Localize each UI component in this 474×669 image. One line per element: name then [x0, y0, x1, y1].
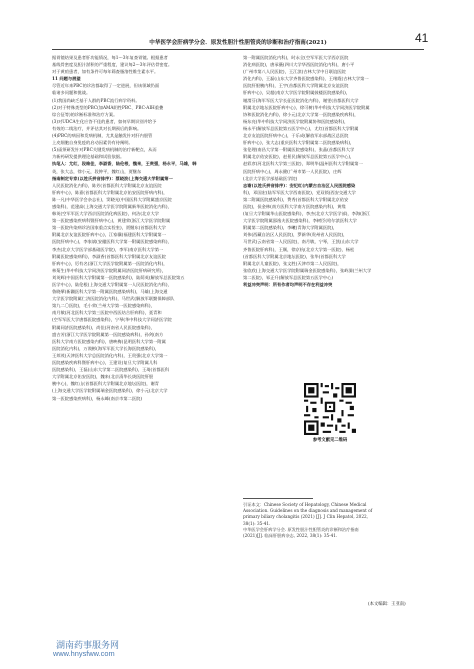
- body-text-line: (首都医科大学附属北京地坛医院)，张华(首都医科大学: [243, 254, 346, 260]
- body-text-line: 医学中心)，陆伦根(上海交通大学附属第一人民医院消化内科)，: [52, 283, 172, 288]
- body-text-line: 综合征等)的诊断标准和治疗方案。: [52, 112, 118, 118]
- body-text-line: (4)PBC的病因和发病机制，尤其是触发针对肝内胆管: [52, 134, 153, 140]
- body-text-line: 大学附属北京佑安医院)，魏来(北京清华长庚医院肝胆: [52, 375, 154, 381]
- page-number: 41: [415, 31, 429, 45]
- body-text-line: 对于黄疸患者，如有条件可每年筛查脂溶性维生素水平。: [52, 70, 159, 76]
- body-text-line: 医院)，侯金林(南方医科大学南方医院感染内科)，黄缘: [243, 204, 346, 210]
- body-text-line: 附属北京佑安医院)，赵景民(解放军总医院第五医学中心)，: [243, 155, 355, 161]
- body-text-line: 医院肝病中心)，李家斌(安徽医科大学第一附属医院感染病科)，: [52, 240, 172, 246]
- body-text-line: (5)亟须研发针对PBC关键发病机制的治疗新靶点，从而: [52, 148, 157, 154]
- body-text-line: (上海交通大学医学院附属瑞金医院感染科)，徐小元(北京大学: [52, 389, 168, 395]
- citation-line: 38(1): 35-41.: [243, 520, 271, 526]
- body-text-line: 刘伟(西藏自治区人民医院)，罗新华(贵州省人民医院)，: [243, 233, 348, 239]
- body-text-line: (2)对于特殊类型的PBC(如AMA阴性PBC、PBC-AIH重叠: [52, 105, 164, 111]
- body-text-line: 第一医院感染疾病科暨肝病中心)，黄建荣(浙江大学医学院附属: [52, 219, 171, 225]
- body-text-line: 林菊生(华中科技大学同济医学院附属同济医院肝病研究所)，: [52, 268, 166, 274]
- running-header: 中华医学会肝病学分会．原发性胆汁性胆管炎的诊断和治疗指南(2021): [149, 40, 327, 46]
- body-text-line: 执笔人：尤红，段维佳，李淑香，陆伦根，魏来，王贵强，杨永平，马雄，韩: [52, 162, 197, 168]
- body-text-line: 消化内科)，王磊(山东大学齐鲁医院感染科)，王绪霞(吉林大学第一: [243, 77, 369, 83]
- body-text-line: 盛吉芳(浙江大学医学院附属第一医院感染病科)，孙剑(南方: [52, 332, 164, 338]
- body-text-line: 大学医学院附属仁济医院消化内科)，马世武(解放军联勤保障部队: [52, 297, 175, 303]
- body-text-line: 感染科)，范建高(上海交通大学医学院附属新华医院消化内科)，: [52, 204, 172, 210]
- body-text-line: 附属北京地坛医院肝病中心)，徐可树(华中科技大学同济医学院附属: [243, 105, 370, 111]
- body-text-line: 志谢(以姓氏拼音排序)：安纪红(内蒙古自治区人民医院感染: [243, 183, 356, 189]
- body-text-line: 11 问题与展望: [52, 77, 81, 83]
- body-text-line: 大学医学院附属邵逸夫医院感染科)，李树臣(哈尔滨医科大学: [243, 219, 357, 225]
- body-text-line: (广州市第八人民医院)，王江滨(吉林大学中日联谊医院: [243, 70, 346, 76]
- body-text-line: 指南制定专家(以姓氏拼音排序)：蔡晓波(上海交通大学附属第一: [52, 176, 173, 182]
- qr-caption: 参考文献见二维码: [312, 438, 348, 443]
- body-text-line: 杨永平(解放军总医院第五医学中心)，尤红(首都医科大学附属: [243, 126, 359, 132]
- watermark-name: 湖南药事服务网: [56, 640, 120, 650]
- body-text-line: 附属第二医院感染科)，李曦(青海大学附属医院)，: [243, 226, 338, 232]
- citation-block: [243, 502, 424, 539]
- body-text-line: 南月敏(河北医科大学第三医院中西医结合肝病科)，聂青和: [52, 311, 162, 317]
- body-text-line: 上皮细胞自身免疫的启动因素仍有待阐明。: [52, 141, 133, 147]
- body-text-line: 韩英(空军军医大学西京医院消化病医院)，何洁(北京大学: [52, 212, 159, 218]
- body-text-line: 齐鲁医院肝病科)，王顺，徐京杭(北京大学第一医院)，杨松: [243, 247, 355, 253]
- body-text-line: 协和医院消化内科)，徐小元(北京大学第一医院感染疾病科)，: [243, 112, 359, 118]
- citation-line: 中华医学会肝病学分会. 原发性胆汁性胆管炎的诊断和治疗指南: [243, 526, 359, 532]
- body-text-line: 据胃镜结果及患者肝功能情况，每1～3年复查胃镜。根据患者: [52, 56, 168, 61]
- body-text-line: 利益冲突声明：所有作者均声明不存在利益冲突: [243, 283, 333, 288]
- citation-line: Association. Guidelines on the diagnosis and management of: [243, 508, 373, 514]
- body-text-line: 附属医院感染病科)，李淑香(首都医科大学附属北京友谊医院: [52, 254, 166, 260]
- body-text-line: 医科大学南方医院感染内科)，唐映梅(昆明医科大学第一附属: [52, 339, 166, 345]
- left-column: [52, 55, 230, 403]
- body-text-line: 医院肝胆胰内科)，王宇(首都医科大学附属北京友谊医院: [243, 84, 349, 90]
- reference-divider: [243, 498, 313, 499]
- body-text-line: 科)，邓国宏(陆军军医大学西南医院)，党双锁(西安交通大学: [243, 190, 356, 196]
- body-text-line: 李杰(北京大学医学部基础医学院)，李军(南京医科大学第一: [52, 247, 164, 253]
- body-text-line: 肝病中心)，吴超(南京大学医学院附属鼓楼医院感染科)，: [243, 91, 350, 97]
- body-text-line: 鲁晓擘(新疆医科大学第一附属医院感染病科)，马雄(上海交通: [52, 290, 168, 296]
- body-text-line: 王邦茂(天津医科大学总医院消化内科)，王贵强(北京大学第一: [52, 353, 168, 359]
- body-text-line: 第一附属医院消化内科)，时永全(空军军医大学西京医院: [243, 56, 349, 61]
- header-rule: [52, 49, 424, 50]
- body-text-line: 第二医院)，邹正升(解放军总医院第五医学中心): [243, 275, 333, 281]
- body-text-line: 英，张大志，徐小元，段钟平，魏红山，贾继东: [52, 169, 142, 175]
- body-text-line: 消化病医院)，唐承薇(四川大学华西医院消化内科)，唐小平: [243, 63, 355, 69]
- body-text-line: 张伦理(南昌大学第一附属医院感染科)，张晶(首都医科大学: [243, 148, 355, 154]
- body-text-line: 谢渭芬(海军军医大学长征医院消化内科)，谢雯(首都医科大学: [243, 98, 359, 104]
- body-text-line: 肝病中心)，陈嘉(首都医科大学附属北京佑安医院肝病内科)，: [52, 190, 168, 196]
- body-text-line: 肝病中心)，厉有名(浙江大学医学院附属第一医院消化内科)，: [52, 261, 168, 267]
- watermark-url[interactable]: www.hnysfww.com: [53, 649, 115, 658]
- body-text-line: (北京大学医学部基础医学院): [243, 176, 298, 182]
- body-text-line: 北京友谊医院肝病中心)，于乐成(解放军东部战区总医院: [243, 134, 349, 140]
- body-text-line: 刘英辉(中国医科大学附属第一医院感染科)，陆荫英(解放军总医院第五: [52, 275, 185, 281]
- body-text-line: 赵彩彦(河北医科大学第三医院)，郑明华(温州医科大学附属第一: [243, 162, 363, 168]
- body-text-line: (3)对UDCA生化应答不佳的患者，如何早期识别并给予: [52, 119, 157, 125]
- body-text-line: 医院感染科)，王磊(山东大学第二医院感染科)，王琦(首都医科: [52, 368, 170, 374]
- body-text-line: 陈一凡(中华医学会杂志社)，窦晓光(中国医科大学附属盛京医院: [52, 197, 172, 203]
- qr-code[interactable]: [304, 383, 356, 435]
- body-text-line: 基线骨密度及胆汁淤积的严重程度，建议每2～3年评估骨密度。: [52, 63, 173, 69]
- body-text-line: 第一医院传染病诊治国家重点实验室)，贾继东(首都医科大学: [52, 226, 166, 232]
- body-text-line: 杨东亮(华中科技大学同济医学院附属协和医院感染科)，: [243, 119, 349, 125]
- body-text-line: (复旦大学附属华山医院感染科)，李杰(北京大学医学部)，李海(浙江: [243, 212, 371, 218]
- body-text-line: 医院感染疾病科暨肝病中心)，王建设(复旦大学附属儿科: [52, 361, 158, 367]
- body-text-line: 肝病中心)，张大志(重庆医科大学附属第二医院感染病科)，: [243, 141, 355, 147]
- citation-line: (2021)[J]. 临床肝胆病杂志, 2022, 38(1): 35-41.: [243, 533, 338, 539]
- editor-note: (本文编辑：王亚南): [368, 602, 406, 607]
- qr-code-icon: [304, 383, 356, 435]
- body-text-line: 张欣欣(上海交通大学医学院附属瑞金医院感染科)，张岭漪(兰州大学: [243, 268, 372, 274]
- body-text-line: 为新药研发提供理论基础和试验依据。: [52, 155, 125, 161]
- body-text-line: 第一医院感染疾病科)，杨永峰(南京市第二医院): [52, 396, 142, 402]
- body-text-line: 马世武(云南省第一人民医院)，南月敏，宁琴，王凯(山东大学: [243, 240, 359, 246]
- body-text-line: 附属北京儿童医院)，张文胜(天津市第二人民医院)，: [243, 261, 342, 267]
- body-text-line: 临诸多问题和挑战。: [52, 91, 91, 97]
- citation-line: primary biliary cholangitis (2021) [J]. J Clin Hepatol, 2022,: [243, 514, 368, 520]
- body-text-line: 人民医院消化内科)，陈芳(首都医科大学附属北京友谊医院: [52, 183, 162, 189]
- body-text-line: 第二附属医院感染科)，费秀(首都医科大学附属北京佑安: [243, 197, 349, 203]
- body-text-line: 有效的二线治疗，并评估其对长期预后的影响。: [52, 126, 142, 132]
- body-text-line: 医院消化内科)，万谟彬(海军军医大学长海医院感染科)，: [52, 346, 159, 352]
- body-text-line: 附属同济医院感染科)，尚佳(河南省人民医院感染科)，: [52, 325, 155, 331]
- body-text-line: (1)我国尚缺乏基于人群的PBC流行病学资料。: [52, 98, 140, 104]
- body-text-line: 附属北京友谊医院肝病中心)，江家骥(福建医科大学附属第一: [52, 233, 166, 239]
- right-column: [243, 55, 424, 289]
- body-text-line: 尽管近年来PBC的诊治都取得了一定进展，但该领域仍面: [52, 84, 160, 90]
- body-text-line: 第九二〇医院)，毛小荣(兰州大学第一医院感染病科)，: [52, 304, 155, 310]
- body-text-line: (空军军医大学唐都医院感染科)，宁琴(华中科技大学同济医学院: [52, 318, 172, 324]
- citation-line: 引证本文：Chinese Society of Hepatology, Chinese Medical: [243, 502, 367, 507]
- body-text-line: 医院肝病中心)，周永健(广州市第一人民医院)，庄辉: [243, 169, 342, 175]
- body-text-line: 胰中心)，魏红山(首都医科大学附属北京地坛医院)，谢青: [52, 382, 159, 388]
